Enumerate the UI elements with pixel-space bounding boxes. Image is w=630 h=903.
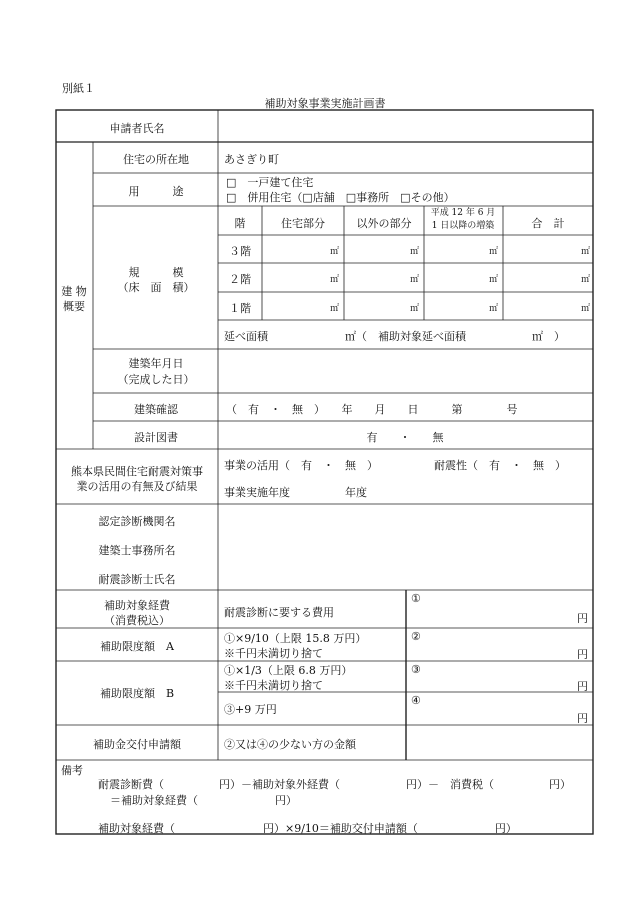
- built-date-field[interactable]: [224, 364, 584, 378]
- area-unit-2-other[interactable]: ㎡: [409, 275, 419, 285]
- program-label-line2: 業の活用の有無及び結果: [76, 480, 198, 493]
- eligible-cost-label-line1: 補助対象経費: [104, 599, 170, 612]
- grant-request-description: ②又は④の少ない方の金額: [224, 738, 356, 751]
- applicant-name-field[interactable]: [224, 120, 584, 134]
- institution-label: 認定診断機関名: [98, 515, 176, 528]
- area-unit-3-total[interactable]: ㎡: [580, 247, 590, 257]
- building-confirmation-label: 建築確認: [134, 403, 178, 416]
- usage-label: 用 途: [128, 185, 184, 198]
- building-group-label-line1: 建 物: [61, 285, 87, 298]
- area-unit-2-addition[interactable]: ㎡: [488, 275, 498, 285]
- form-title: 補助対象事業実施計画書: [264, 97, 386, 110]
- limit-b-marker3: ③: [411, 663, 421, 676]
- limit-b-label: 補助限度額 B: [99, 687, 175, 700]
- area-unit-2-total[interactable]: ㎡: [580, 275, 590, 285]
- office-label: 建築士事務所名: [98, 544, 176, 557]
- limit-b-line3: ③+9 万円: [224, 703, 277, 716]
- grant-request-label: 補助金交付申請額: [93, 738, 181, 751]
- floor-label-2: ２階: [229, 273, 251, 286]
- limit-a-marker: ②: [411, 630, 421, 643]
- total-floor-area[interactable]: 延べ面積 ㎡（ 補助対象延べ面積 ㎡ ）: [224, 330, 565, 343]
- design-drawings-label: 設計図書: [134, 431, 178, 444]
- limit-a-unit[interactable]: 円: [577, 648, 588, 661]
- area-unit-3-other[interactable]: ㎡: [409, 247, 419, 257]
- limit-b-unit3[interactable]: 円: [577, 680, 588, 693]
- usage-option-detached[interactable]: □ 一戸建て住宅: [226, 176, 314, 189]
- remarks-formula3: 補助対象経費（ 円）×9/10＝補助交付申請額（ 円）: [98, 822, 517, 835]
- address-value[interactable]: あさぎり町: [224, 153, 279, 166]
- limit-b-line2: ※千円未満切り捨て: [224, 679, 323, 692]
- eligible-cost-label-line2: （消費税込）: [104, 614, 170, 627]
- limit-b-unit4[interactable]: 円: [577, 712, 588, 725]
- area-unit-2-residential[interactable]: ㎡: [329, 275, 339, 285]
- area-unit-1-addition[interactable]: ㎡: [488, 304, 498, 314]
- address-label: 住宅の所在地: [123, 153, 189, 166]
- area-unit-1-residential[interactable]: ㎡: [329, 304, 339, 314]
- scale-header-addition-line1: 平成 12 年 6 月: [430, 208, 496, 218]
- scale-header-residential: 住宅部分: [281, 217, 325, 230]
- attachment-label: 別紙１: [62, 82, 95, 95]
- scale-header-floor: 階: [234, 217, 246, 230]
- diagnostician-label: 耐震診断士氏名: [98, 573, 176, 586]
- remarks-formula1: 耐震診断費（ 円）－補助対象外経費（ 円）－ 消費税（ 円）: [98, 778, 571, 791]
- limit-b-marker4: ④: [411, 694, 421, 707]
- program-label-line1: 熊本県民間住宅耐震対策事: [71, 465, 203, 478]
- program-seismic-text[interactable]: 耐震性（ 有 ・ 無 ）: [434, 459, 566, 472]
- built-date-label-line2: （完成した日）: [117, 373, 195, 386]
- limit-b-line1: ①×1/3（上限 6.8 万円）: [224, 664, 353, 677]
- design-drawings-value[interactable]: 有 ・ 無: [366, 431, 444, 444]
- usage-option-combined[interactable]: □ 併用住宅（□店舗 □事務所 □その他）: [226, 191, 455, 204]
- building-confirmation-value[interactable]: （ 有 ・ 無 ） 年 月 日 第 号: [226, 403, 518, 416]
- remarks-label: 備考: [61, 764, 83, 777]
- scale-header-addition-line2: 1 日以降の増築: [431, 221, 495, 231]
- area-unit-1-other[interactable]: ㎡: [409, 304, 419, 314]
- eligible-cost-marker: ①: [411, 592, 421, 605]
- limit-a-line2: ※千円未満切り捨て: [224, 647, 323, 660]
- remarks-formula2: ＝補助対象経費（ 円）: [110, 794, 297, 807]
- limit-a-label: 補助限度額 A: [100, 640, 174, 653]
- grant-request-amount-field[interactable]: [412, 733, 588, 753]
- floor-label-3: ３階: [229, 245, 251, 258]
- eligible-cost-unit[interactable]: 円: [577, 612, 588, 625]
- scale-header-other: 以外の部分: [356, 217, 412, 230]
- applicant-label: 申請者氏名: [109, 122, 165, 135]
- area-unit-1-total[interactable]: ㎡: [580, 304, 590, 314]
- scale-label-line2: （床 面 積）: [117, 281, 195, 294]
- building-group-label-line2: 概要: [63, 300, 85, 313]
- program-usage-text[interactable]: 事業の活用（ 有 ・ 無 ）: [224, 459, 378, 472]
- eligible-cost-description: 耐震診断に要する費用: [224, 606, 334, 619]
- built-date-label-line1: 建築年月日: [128, 357, 184, 370]
- scale-label-line1: 規 模: [128, 266, 184, 279]
- area-unit-3-addition[interactable]: ㎡: [488, 247, 498, 257]
- floor-label-1: １階: [229, 302, 251, 315]
- program-year-text[interactable]: 事業実施年度 年度: [224, 486, 367, 499]
- area-unit-3-residential[interactable]: ㎡: [329, 247, 339, 257]
- limit-a-line1: ①×9/10（上限 15.8 万円）: [224, 632, 367, 645]
- scale-header-total: 合 計: [531, 217, 565, 230]
